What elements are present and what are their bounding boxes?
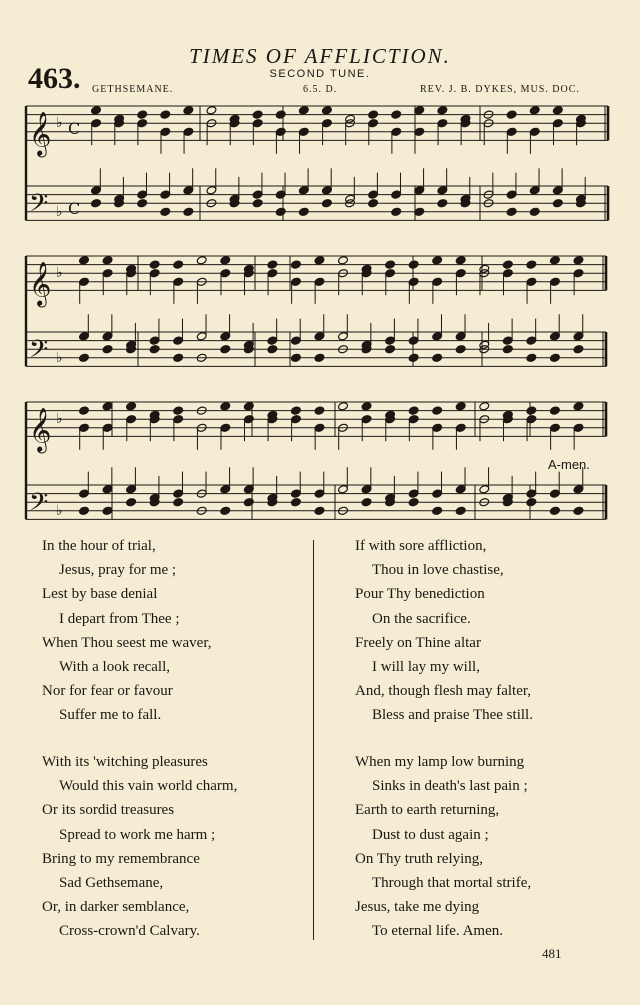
verse-line: Sinks in death's last pain ; bbox=[372, 778, 528, 795]
treble-note bbox=[267, 260, 278, 269]
treble-note bbox=[361, 402, 372, 411]
verse-line: Earth to earth returning, bbox=[355, 802, 500, 819]
bass-note bbox=[506, 207, 517, 216]
treble-note bbox=[432, 256, 443, 265]
treble-note bbox=[432, 406, 443, 415]
page-number: 481 bbox=[542, 946, 562, 961]
treble-clef-icon: 𝄞 bbox=[29, 261, 52, 306]
bass-note bbox=[243, 498, 254, 507]
treble-note bbox=[437, 106, 448, 115]
bass-note bbox=[149, 345, 160, 354]
verse-line: On the sacrifice. bbox=[372, 610, 471, 627]
verse-2 bbox=[42, 750, 237, 944]
bass-note bbox=[160, 207, 171, 216]
verse-line: In the hour of trial, bbox=[42, 538, 156, 554]
treble-note bbox=[79, 256, 90, 265]
treble-note bbox=[149, 260, 160, 269]
verse-3 bbox=[355, 534, 533, 728]
treble-note bbox=[321, 106, 332, 115]
bass-note bbox=[455, 506, 466, 515]
treble-note bbox=[338, 256, 349, 265]
treble-note bbox=[220, 402, 231, 411]
section-title: TIMES OF AFFLICTION. bbox=[189, 44, 451, 68]
treble-note bbox=[298, 106, 309, 115]
verse-line: Jesus, take me dying bbox=[355, 899, 480, 916]
bass-note bbox=[573, 345, 584, 354]
bass-note bbox=[391, 207, 402, 216]
bass-note bbox=[573, 506, 584, 515]
bass-note bbox=[137, 199, 148, 208]
treble-note bbox=[408, 260, 419, 269]
verse-line: Lest by base denial bbox=[42, 586, 158, 603]
verse-line: Pour Thy benediction bbox=[355, 586, 485, 603]
treble-note bbox=[173, 406, 184, 415]
treble-note bbox=[160, 110, 171, 119]
bass-note bbox=[290, 498, 301, 507]
flat-icon: ♭ bbox=[56, 411, 63, 428]
treble-note bbox=[526, 260, 537, 269]
treble-clef-icon: 𝄞 bbox=[29, 407, 52, 452]
treble-note bbox=[506, 110, 517, 119]
verse-line: Or its sordid treasures bbox=[42, 802, 175, 819]
treble-note bbox=[573, 256, 584, 265]
treble-note bbox=[479, 402, 490, 411]
bass-note bbox=[432, 506, 443, 515]
verse-line: Dust to dust again ; bbox=[372, 826, 489, 843]
bass-note bbox=[252, 199, 263, 208]
bass-note bbox=[173, 498, 184, 507]
treble-note bbox=[502, 260, 513, 269]
bass-note bbox=[502, 345, 513, 354]
amen-label: A-men. bbox=[548, 457, 590, 472]
bass-clef-icon: 𝄢 bbox=[29, 487, 49, 523]
treble-note bbox=[391, 110, 402, 119]
verse-line: With a look recall, bbox=[59, 658, 171, 675]
bass-note bbox=[267, 345, 278, 354]
bass-note bbox=[290, 353, 301, 362]
treble-note bbox=[314, 256, 325, 265]
verse-1 bbox=[42, 534, 211, 728]
bass-clef-icon: 𝄢 bbox=[29, 334, 49, 370]
treble-note bbox=[137, 110, 148, 119]
common-time-icon: C bbox=[68, 118, 81, 138]
treble-note bbox=[290, 406, 301, 415]
verse-line: Would this vain world charm, bbox=[59, 778, 238, 795]
bass-note bbox=[298, 207, 309, 216]
verse-line: Suffer me to fall. bbox=[59, 707, 162, 724]
flat-icon: ♭ bbox=[56, 265, 63, 282]
treble-note bbox=[196, 256, 207, 265]
verse-line: Jesus, pray for me ; bbox=[59, 562, 177, 579]
composer: REV. J. B. DYKES, MUS. DOC. bbox=[420, 84, 580, 95]
verse-4 bbox=[355, 750, 531, 944]
bass-note bbox=[549, 353, 560, 362]
treble-note bbox=[102, 402, 113, 411]
bass-note bbox=[126, 498, 137, 507]
treble-note bbox=[102, 256, 113, 265]
bass-note bbox=[526, 498, 537, 507]
bass-note bbox=[79, 353, 90, 362]
treble-clef-icon: 𝄞 bbox=[29, 111, 52, 156]
verse-line: Bring to my remembrance bbox=[42, 850, 200, 867]
bass-note bbox=[408, 353, 419, 362]
bass-note bbox=[552, 199, 563, 208]
flat-icon: ♭ bbox=[56, 502, 63, 519]
bass-note bbox=[314, 506, 325, 515]
treble-note bbox=[455, 256, 466, 265]
treble-note bbox=[314, 406, 325, 415]
bass-note bbox=[183, 207, 194, 216]
treble-note bbox=[275, 110, 286, 119]
tune-label: SECOND TUNE. bbox=[269, 68, 371, 80]
treble-note bbox=[243, 402, 254, 411]
treble-note bbox=[526, 406, 537, 415]
verse-line: With its 'witching pleasures bbox=[42, 754, 208, 770]
common-time-icon: C bbox=[68, 198, 81, 218]
verse-line: When Thou seest me waver, bbox=[42, 634, 212, 651]
treble-note bbox=[368, 110, 379, 119]
treble-note bbox=[529, 106, 540, 115]
verse-line: When my lamp low burning bbox=[355, 754, 525, 770]
treble-note bbox=[183, 106, 194, 115]
verse-line: If with sore affliction, bbox=[355, 538, 487, 554]
bass-note bbox=[526, 353, 537, 362]
bass-note bbox=[437, 199, 448, 208]
bass-note bbox=[79, 506, 90, 515]
flat-icon: ♭ bbox=[56, 115, 63, 132]
hymn-number: 463. bbox=[28, 62, 81, 95]
treble-note bbox=[385, 260, 396, 269]
treble-note bbox=[220, 256, 231, 265]
bass-note bbox=[455, 345, 466, 354]
verse-line: Cross-crown'd Calvary. bbox=[59, 923, 200, 940]
bass-clef-icon: 𝄢 bbox=[29, 188, 49, 224]
treble-note bbox=[252, 110, 263, 119]
verse-line: I will lay my will, bbox=[372, 658, 480, 675]
tune-name: GETHSEMANE. bbox=[92, 84, 174, 95]
treble-note bbox=[173, 260, 184, 269]
verse-line: On Thy truth relying, bbox=[355, 850, 484, 867]
bass-note bbox=[275, 207, 286, 216]
treble-note bbox=[549, 406, 560, 415]
verse-line: Or, in darker semblance, bbox=[42, 899, 190, 916]
verse-line: Thou in love chastise, bbox=[372, 562, 504, 579]
bass-note bbox=[408, 498, 419, 507]
verse-line: Through that mortal strife, bbox=[372, 874, 532, 891]
bass-note bbox=[432, 353, 443, 362]
treble-note bbox=[126, 402, 137, 411]
bass-note bbox=[385, 345, 396, 354]
column-divider bbox=[313, 540, 314, 940]
bass-note bbox=[321, 199, 332, 208]
treble-note bbox=[408, 406, 419, 415]
bass-note bbox=[91, 199, 102, 208]
bass-note bbox=[102, 345, 113, 354]
verse-line: Spread to work me harm ; bbox=[59, 826, 216, 843]
treble-note bbox=[338, 402, 349, 411]
meter: 6.5. D. bbox=[303, 84, 338, 95]
bass-note bbox=[220, 506, 231, 515]
bass-note bbox=[529, 207, 540, 216]
verse-line: Nor for fear or favour bbox=[42, 683, 173, 700]
treble-note bbox=[91, 106, 102, 115]
flat-icon: ♭ bbox=[56, 349, 63, 366]
verse-line: And, though flesh may falter, bbox=[355, 683, 532, 700]
bass-note bbox=[102, 506, 113, 515]
treble-note bbox=[79, 406, 90, 415]
bass-note bbox=[549, 506, 560, 515]
bass-note bbox=[220, 345, 231, 354]
bass-note bbox=[173, 353, 184, 362]
treble-note bbox=[573, 402, 584, 411]
verse-line: Bless and praise Thee still. bbox=[372, 707, 533, 724]
verse-line: To eternal life. Amen. bbox=[372, 923, 503, 940]
treble-note bbox=[549, 256, 560, 265]
verse-line: I depart from Thee ; bbox=[59, 610, 180, 627]
verse-line: Freely on Thine altar bbox=[355, 634, 481, 651]
treble-note bbox=[206, 106, 217, 115]
treble-note bbox=[455, 402, 466, 411]
bass-note bbox=[314, 353, 325, 362]
verse-line: Sad Gethsemane, bbox=[59, 874, 164, 891]
treble-note bbox=[290, 260, 301, 269]
bass-note bbox=[368, 199, 379, 208]
flat-icon: ♭ bbox=[56, 203, 63, 220]
bass-note bbox=[361, 498, 372, 507]
treble-note bbox=[552, 106, 563, 115]
